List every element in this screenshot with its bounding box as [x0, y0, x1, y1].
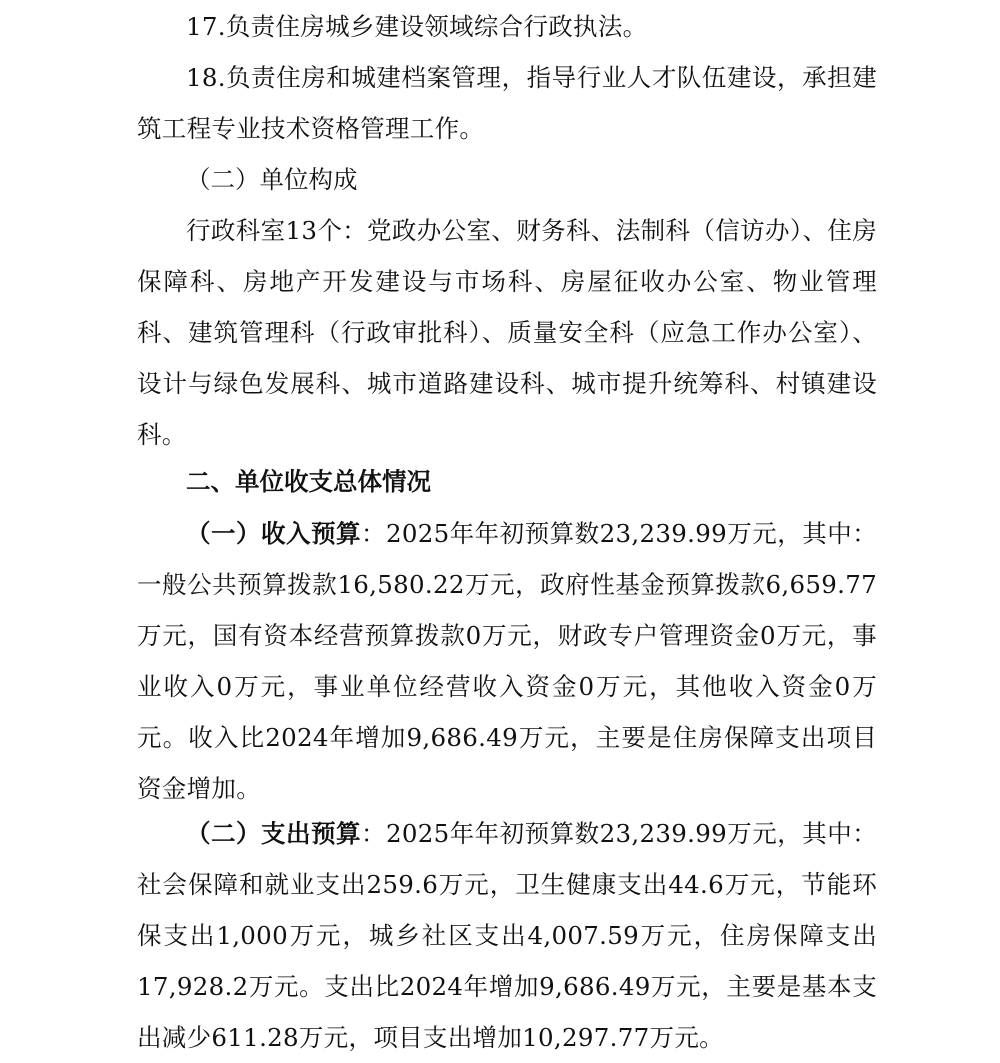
income-text: ：2025年年初预算数23,239.99万元，其中：一般公共预算拨款16,580.22万元，政府性基金预算拨款6,659.77万元，国有资本经营预算拨款0万元，财政专户管理资金0万元，事业收入0万元，事业单位经营收入资金0万元，其他收入资金0万元。收入比2024年增加9,686.49万元，主要是住房保障支出项目资金增加。: [137, 519, 877, 803]
item-17: 17.负责住房城乡建设领域综合行政执法。: [186, 12, 648, 41]
expense-label: （二）支出预算: [186, 819, 361, 848]
unit-composition-paragraph: 行政科室13个：党政办公室、财务科、法制科（信访办）、住房保障科、房地产开发建设与市场科、房屋征收办公室、物业管理科、建筑管理科（行政审批科）、质量安全科（应急工作办公室）、设计与绿色发展科、城市道路建设科、城市提升统筹科、村镇建设科。: [137, 216, 877, 449]
expense-text: ：2025年年初预算数23,239.99万元，其中：社会保障和就业支出259.6万元，卫生健康支出44.6万元，节能环保支出1,000万元，城乡社区支出4,007.59万元，住房保障支出17,928.2万元。支出比2024年增加9,686.49万元，主要是基本支出减少611.28万元，项目支出增加10,297.77万元。: [137, 819, 877, 1052]
income-label: （一）收入预算: [186, 519, 361, 548]
chapter-two-title: 二、单位收支总体情况: [186, 467, 431, 496]
section-unit-composition: （二）单位构成: [186, 165, 358, 194]
item-18: 18.负责住房和城建档案管理，指导行业人才队伍建设，承担建筑工程专业技术资格管理工作。: [137, 63, 877, 143]
income-paragraph: [137, 508, 877, 814]
expense-paragraph: [137, 808, 877, 1063]
